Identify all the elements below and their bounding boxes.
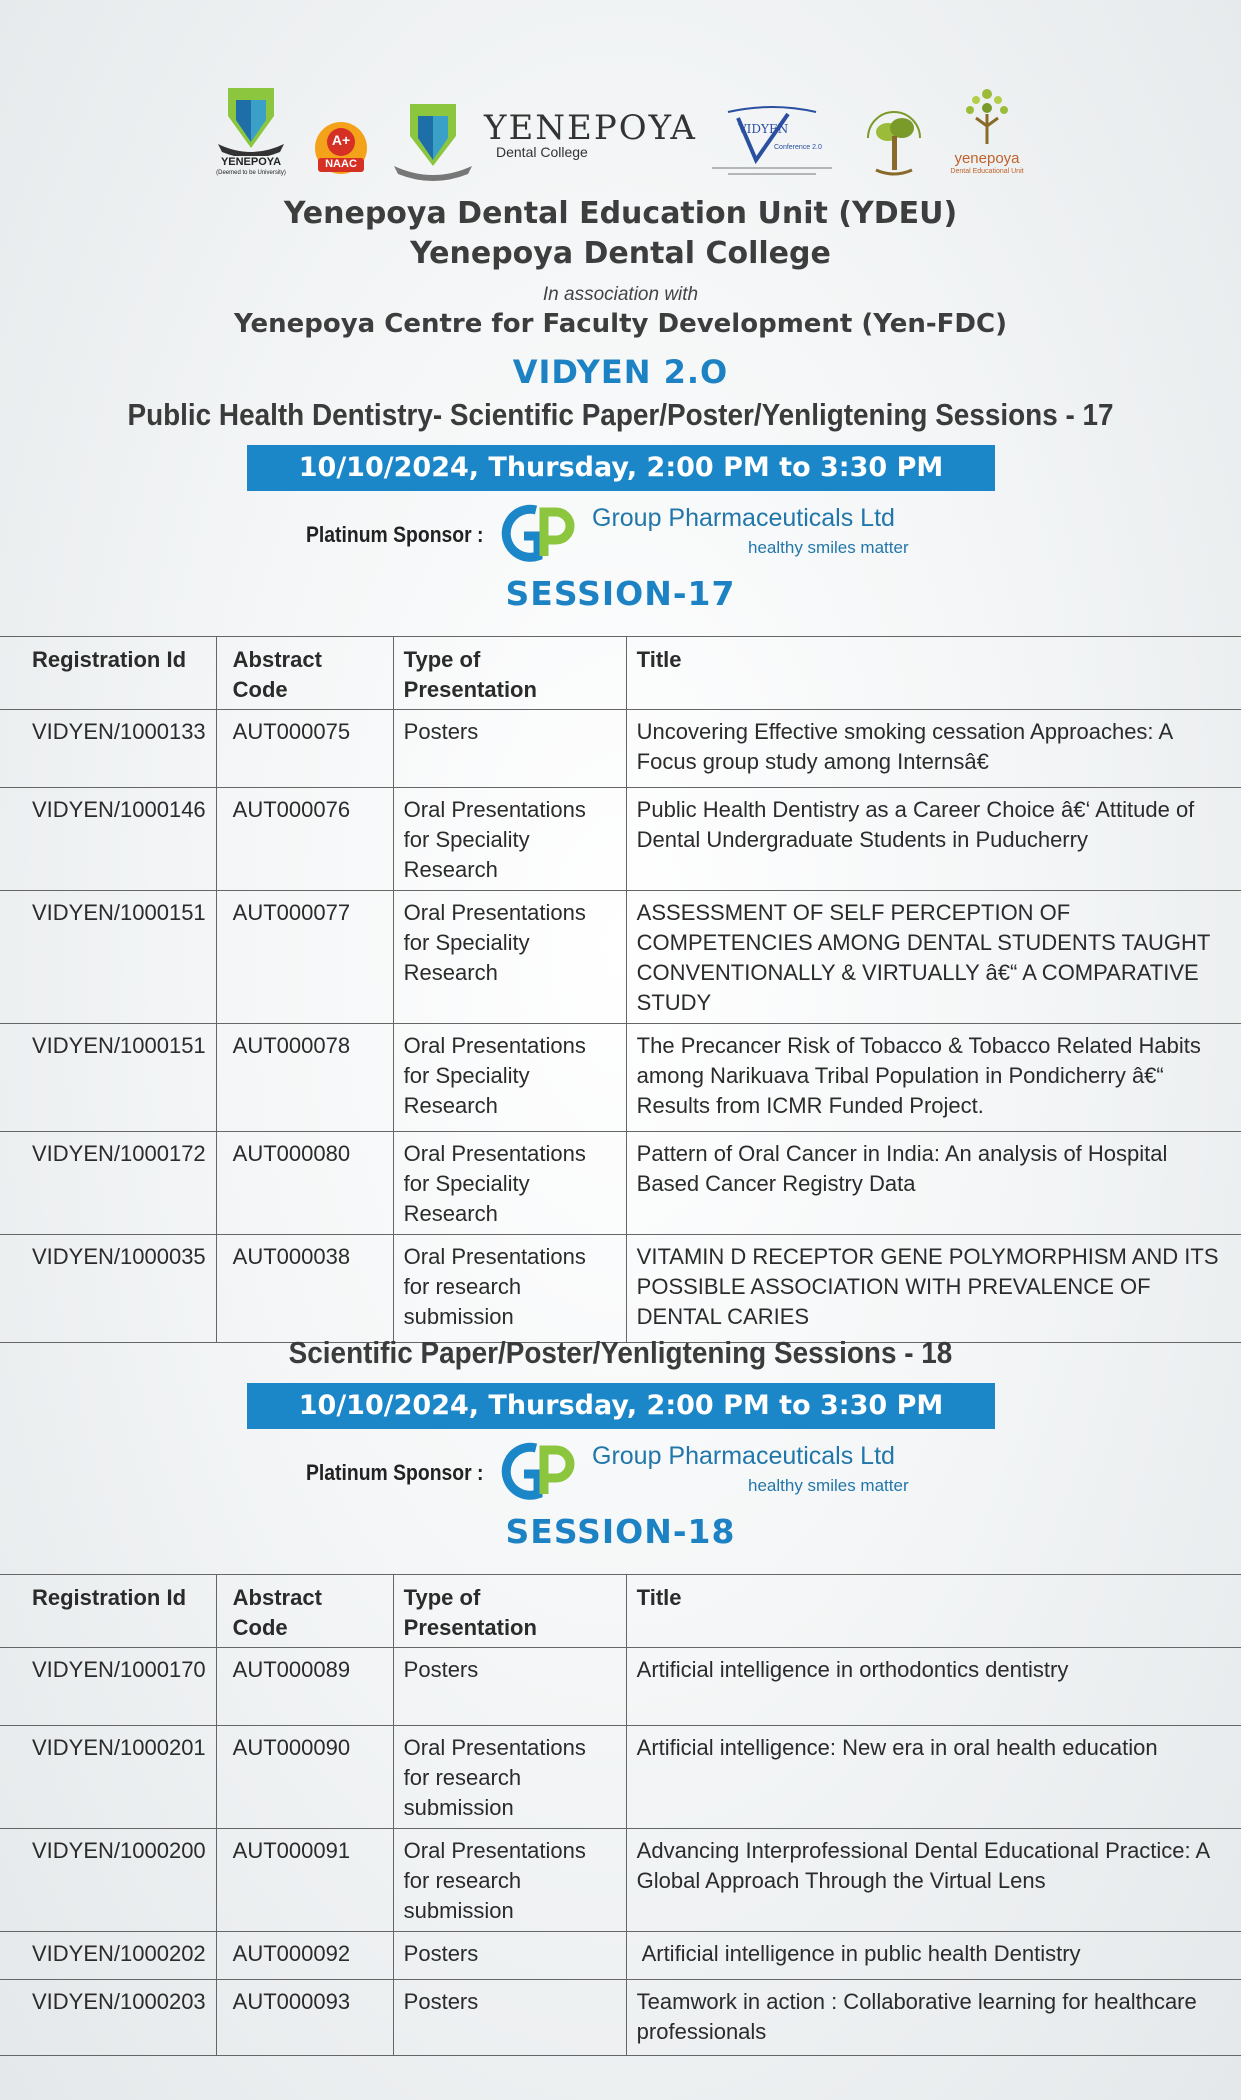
abstract-code-cell: AUT000076 xyxy=(216,788,393,891)
title-cell: Advancing Interprofessional Dental Educational Practice: A Global Approach Through the Virtual Lens xyxy=(626,1829,1241,1932)
presentation-type-cell: Oral Presentations for Speciality Research xyxy=(393,788,626,891)
sponsor-label: Platinum Sponsor : xyxy=(306,1460,484,1485)
title-cell: Uncovering Effective smoking cessation Approaches: A Focus group study among Internsâ€ xyxy=(626,710,1241,788)
naac-label: NAAC xyxy=(325,158,357,170)
gp-logo-icon xyxy=(498,1440,580,1502)
registration-id-cell: VIDYEN/1000170 xyxy=(0,1648,216,1726)
yenepoya-university-logo xyxy=(214,86,288,182)
abstract-code-cell: AUT000093 xyxy=(216,1980,393,2056)
presentation-type-cell: Oral Presentations for research submission xyxy=(393,1726,626,1829)
presentation-type-cell: Oral Presentations for Speciality Research xyxy=(393,1024,626,1132)
logo-strip xyxy=(0,82,1241,192)
title-cell: Public Health Dentistry as a Career Choice â€‘ Attitude of Dental Undergraduate Students in Puducherry xyxy=(626,788,1241,891)
shield-icon xyxy=(390,100,476,186)
faculty-centre-title: Yenepoya Centre for Faculty Development (Yen-FDC) xyxy=(234,309,1007,339)
yenepoya-deu-logo xyxy=(946,86,1028,186)
abstract-code-cell: AUT000077 xyxy=(216,891,393,1024)
yenepoya-dental-shield-logo xyxy=(390,100,476,186)
table-row xyxy=(0,1726,1241,1829)
column-header-abstract-code: Abstract Code xyxy=(216,637,393,710)
presentation-type-cell: Oral Presentations for research submission xyxy=(393,1235,626,1343)
session-17-heading: Public Health Dentistry- Scientific Paper/Poster/Yenligtening Sessions - 17 xyxy=(127,397,1114,432)
vidyen-logo xyxy=(708,106,836,178)
abstract-code-cell: AUT000089 xyxy=(216,1648,393,1726)
title-cell: Pattern of Oral Cancer in India: An analysis of Hospital Based Cancer Registry Data xyxy=(626,1132,1241,1235)
table-row xyxy=(0,788,1241,891)
table-row xyxy=(0,1648,1241,1726)
title-cell: Artificial intelligence in orthodontics dentistry xyxy=(626,1648,1241,1726)
naac-badge xyxy=(310,118,372,182)
table-header-row xyxy=(0,637,1241,710)
presentation-type-cell: Posters xyxy=(393,1648,626,1726)
session-18-date-bar: 10/10/2024, Thursday, 2:00 PM to 3:30 PM xyxy=(247,1383,995,1429)
presentation-type-cell: Oral Presentations for research submission xyxy=(393,1829,626,1932)
column-header-title: Title xyxy=(626,637,1241,710)
session-17-sponsor xyxy=(306,502,946,564)
logo-subcaption: (Deemed to be University) xyxy=(216,170,286,176)
session-18-table xyxy=(0,1574,1241,2056)
abstract-code-cell: AUT000092 xyxy=(216,1932,393,1980)
table-row xyxy=(0,1132,1241,1235)
college-title: Yenepoya Dental College xyxy=(410,236,831,271)
table-row xyxy=(0,710,1241,788)
presentation-type-cell: Posters xyxy=(393,710,626,788)
session-17-date-bar: 10/10/2024, Thursday, 2:00 PM to 3:30 PM xyxy=(247,445,995,491)
abstract-code-cell: AUT000038 xyxy=(216,1235,393,1343)
deu-logo-sub: Dental Educational Unit xyxy=(950,168,1024,175)
table-row xyxy=(0,1932,1241,1980)
title-cell: The Precancer Risk of Tobacco & Tobacco Related Habits among Narikuava Tribal Population in Pondicherry â€“ Results from ICMR Funded Project. xyxy=(626,1024,1241,1132)
sponsor-name: Group Pharmaceuticals Ltd xyxy=(592,504,895,532)
session-17-title: SESSION-17 xyxy=(505,574,736,613)
presentation-type-cell: Oral Presentations for Speciality Research xyxy=(393,891,626,1024)
sponsor-name: Group Pharmaceuticals Ltd xyxy=(592,1442,895,1470)
registration-id-cell: VIDYEN/1000035 xyxy=(0,1235,216,1343)
abstract-code-cell: AUT000090 xyxy=(216,1726,393,1829)
registration-id-cell: VIDYEN/1000201 xyxy=(0,1726,216,1829)
gp-logo-icon xyxy=(498,502,580,564)
abstract-code-cell: AUT000091 xyxy=(216,1829,393,1932)
session-17-table xyxy=(0,636,1241,1343)
yen-fdc-tree-logo xyxy=(858,98,930,184)
table-header-row xyxy=(0,1575,1241,1648)
logo-caption: YENEPOYA xyxy=(220,156,282,168)
title-cell: VITAMIN D RECEPTOR GENE POLYMORPHISM AND ITS POSSIBLE ASSOCIATION WITH PREVALENCE OF DENTAL CARIES xyxy=(626,1235,1241,1343)
registration-id-cell: VIDYEN/1000133 xyxy=(0,710,216,788)
presentation-type-cell: Oral Presentations for Speciality Research xyxy=(393,1132,626,1235)
session-18-sponsor xyxy=(306,1440,946,1502)
table-row xyxy=(0,1024,1241,1132)
sponsor-tagline: healthy smiles matter xyxy=(748,1476,909,1495)
title-cell: Artificial intelligence: New era in oral health education xyxy=(626,1726,1241,1829)
tree-icon xyxy=(858,98,930,184)
session-18-title: SESSION-18 xyxy=(505,1512,736,1551)
registration-id-cell: VIDYEN/1000202 xyxy=(0,1932,216,1980)
sponsor-tagline: healthy smiles matter xyxy=(748,538,909,557)
person-tree-icon xyxy=(946,86,1028,150)
registration-id-cell: VIDYEN/1000172 xyxy=(0,1132,216,1235)
naac-grade: A+ xyxy=(331,132,351,148)
column-header-title: Title xyxy=(626,1575,1241,1648)
vidyen-v-icon xyxy=(708,106,836,178)
table-row xyxy=(0,891,1241,1024)
registration-id-cell: VIDYEN/1000151 xyxy=(0,891,216,1024)
table-row xyxy=(0,1235,1241,1343)
table-row xyxy=(0,1980,1241,2056)
table-row xyxy=(0,1829,1241,1932)
vidyen-logo-sub: Conference 2.0 xyxy=(774,144,822,151)
column-header-type: Type of Presentation xyxy=(393,1575,626,1648)
shield-icon xyxy=(214,86,288,156)
yenepoya-dental-wordmark xyxy=(484,108,697,160)
title-cell: ASSESSMENT OF SELF PERCEPTION OF COMPETENCIES AMONG DENTAL STUDENTS TAUGHT CONVENTIONALLY & VIRTUALLY â€“ A COMPARATIVE STUDY xyxy=(626,891,1241,1024)
naac-badge-icon xyxy=(310,118,372,182)
brand-subtitle: Dental College xyxy=(496,144,588,160)
registration-id-cell: VIDYEN/1000151 xyxy=(0,1024,216,1132)
registration-id-cell: VIDYEN/1000146 xyxy=(0,788,216,891)
event-title: VIDYEN 2.O xyxy=(512,353,729,391)
title-cell: Artificial intelligence in public health Dentistry xyxy=(626,1932,1241,1980)
presentation-type-cell: Posters xyxy=(393,1980,626,2056)
deu-logo-text: yenepoya xyxy=(954,150,1020,167)
session-18-heading: Scientific Paper/Poster/Yenligtening Sessions - 18 xyxy=(288,1335,953,1370)
sponsor-label: Platinum Sponsor : xyxy=(306,522,484,547)
abstract-code-cell: AUT000075 xyxy=(216,710,393,788)
unit-title: Yenepoya Dental Education Unit (YDEU) xyxy=(283,196,958,231)
column-header-abstract-code: Abstract Code xyxy=(216,1575,393,1648)
column-header-registration-id: Registration Id xyxy=(0,1575,216,1648)
vidyen-logo-text: VIDYEN xyxy=(738,122,789,136)
column-header-type: Type of Presentation xyxy=(393,637,626,710)
column-header-registration-id: Registration Id xyxy=(0,637,216,710)
presentation-type-cell: Posters xyxy=(393,1932,626,1980)
association-text: In association with xyxy=(542,284,699,305)
abstract-code-cell: AUT000078 xyxy=(216,1024,393,1132)
abstract-code-cell: AUT000080 xyxy=(216,1132,393,1235)
registration-id-cell: VIDYEN/1000200 xyxy=(0,1829,216,1932)
brand-name: YENEPOYA xyxy=(484,108,697,148)
registration-id-cell: VIDYEN/1000203 xyxy=(0,1980,216,2056)
title-cell: Teamwork in action : Collaborative learning for healthcare professionals xyxy=(626,1980,1241,2056)
